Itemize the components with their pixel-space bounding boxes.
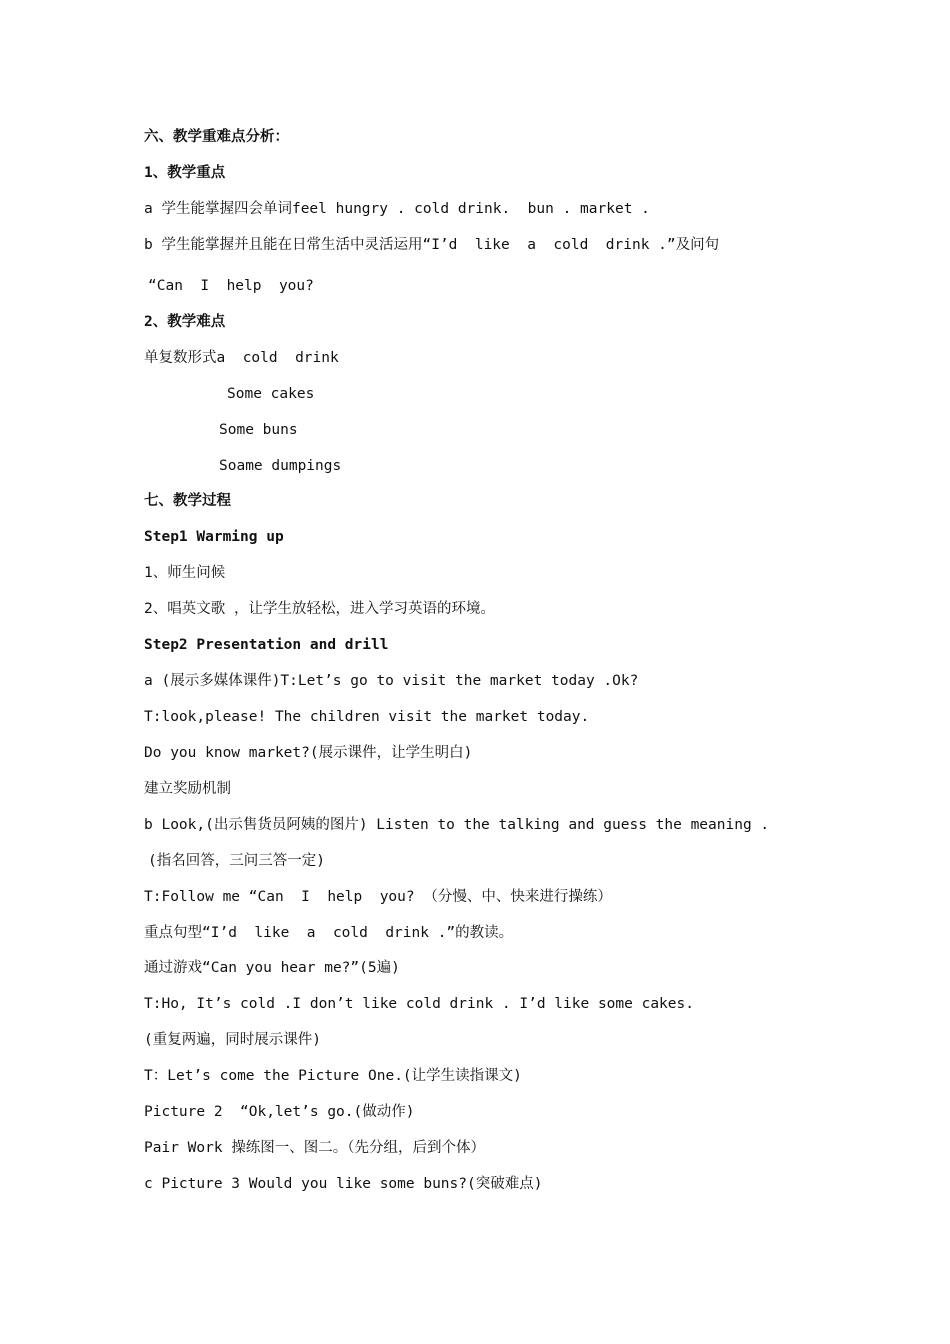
paragraph-line: Some cakes: [227, 386, 315, 402]
paragraph-line: 建立奖励机制: [144, 781, 231, 797]
paragraph-line: Picture 2 “Ok,let’s go.(做动作): [144, 1104, 415, 1120]
subheading-key-points: 1、教学重点: [144, 165, 226, 181]
paragraph-line: 通过游戏“Can you hear me?”(5遍): [144, 960, 400, 976]
paragraph-line: 重点句型“I’d like a cold drink .”的教读。: [144, 925, 514, 941]
paragraph-line: b 学生能掌握并且能在日常生活中灵活运用“I’d like a cold drink .”及问句: [144, 237, 720, 253]
paragraph-line: (指名回答，三问三答一定): [148, 853, 325, 869]
paragraph-line: Do you know market?(展示课件，让学生明白): [144, 745, 473, 761]
paragraph-line: 1、师生问候: [144, 565, 226, 581]
paragraph-line: Some buns: [219, 422, 298, 438]
paragraph-line: T:look,please! The children visit the market today.: [144, 709, 590, 725]
paragraph-line: Soame dumpings: [219, 458, 342, 474]
paragraph-line: c Picture 3 Would you like some buns?(突破难点): [144, 1176, 543, 1192]
paragraph-line: b Look,(出示售货员阿姨的图片) Listen to the talking and guess the meaning .: [144, 817, 770, 833]
paragraph-line: Pair Work 操练图一、图二。（先分组，后到个体）: [144, 1140, 486, 1156]
paragraph-line: T：Let’s come the Picture One.(让学生读指课文): [144, 1068, 522, 1084]
paragraph-line: T:Follow me “Can I help you? （分慢、中、快来进行操练）: [144, 889, 612, 905]
paragraph-line: (重复两遍，同时展示课件): [144, 1032, 321, 1048]
paragraph-line: 单复数形式a cold drink: [144, 350, 339, 366]
section-heading-key-difficult-points: 六、教学重难点分析：: [144, 129, 289, 145]
paragraph-line: T:Ho, It’s cold .I don’t like cold drink . I’d like some cakes.: [144, 996, 694, 1012]
section-heading-teaching-process: 七、教学过程: [144, 493, 231, 509]
step-heading-presentation: Step2 Presentation and drill: [144, 637, 389, 653]
paragraph-line: a 学生能掌握四会单词feel hungry . cold drink. bun . market .: [144, 201, 650, 217]
subheading-difficult-points: 2、教学难点: [144, 314, 226, 330]
step-heading-warming-up: Step1 Warming up: [144, 529, 284, 545]
paragraph-line: “Can I help you?: [148, 278, 314, 294]
paragraph-line: 2、唱英文歌 ，让学生放轻松，进入学习英语的环境。: [144, 601, 495, 617]
paragraph-line: a (展示多媒体课件)T:Let’s go to visit the market today .Ok?: [144, 673, 639, 689]
